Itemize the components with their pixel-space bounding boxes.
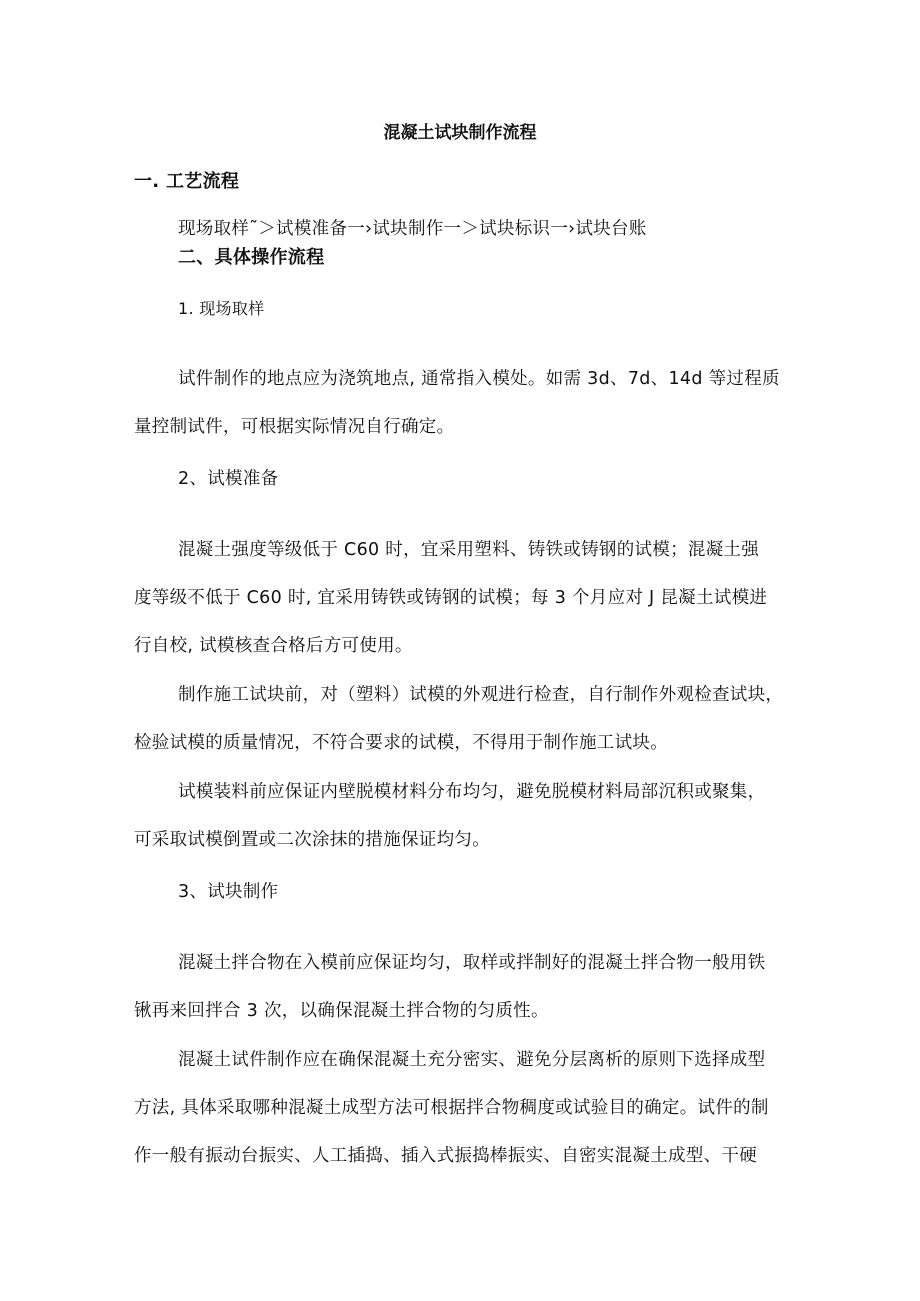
- section-heading-process: 一. 工艺流程: [134, 171, 240, 192]
- paragraph-line: 试模装料前应保证内壁脱模材料分布均匀，避免脱模材料局部沉积或聚集，: [178, 782, 766, 802]
- paragraph-line: 作一般有振动台振实、人工插捣、插入式振捣棒振实、自密实混凝土成型、干硬: [134, 1146, 757, 1166]
- paragraph-line: 行自校, 试模核查合格后方可使用。: [134, 636, 413, 656]
- paragraph-line: 方法, 具体采取哪种混凝土成型方法可根据拌合物稠度或试验目的确定。试件的制: [134, 1098, 769, 1118]
- paragraph-line: 检验试模的质量情况，不符合要求的试模，不得用于制作施工试块。: [134, 733, 668, 753]
- paragraph-line: 混凝土拌合物在入模前应保证均匀，取样或拌制好的混凝土拌合物一般用铁: [178, 953, 766, 973]
- paragraph-line: 度等级不低于 C60 时, 宜采用铸铁或铸钢的试模；每 3 个月应对 J 昆凝土试模进: [134, 588, 768, 608]
- paragraph-line: 锹再来回拌合 3 次，以确保混凝土拌合物的匀质性。: [134, 1001, 549, 1021]
- paragraph-line: 制作施工试块前，对（塑料）试模的外观进行检查，自行制作外观检查试块，: [178, 685, 784, 705]
- step-heading-mold-prep: 2、试模准备: [178, 469, 279, 489]
- paragraph-line: 可采取试模倒置或二次涂抹的措施保证均匀。: [134, 830, 490, 850]
- paragraph-line: 试件制作的地点应为浇筑地点, 通常指入模处。如需 3d、7d、14d 等过程质: [178, 369, 780, 389]
- step-heading-specimen-making: 3、试块制作: [178, 882, 279, 902]
- process-flow-text: 现场取样˜＞试模准备一›试块制作一＞试块标识一›试块台账: [178, 219, 647, 239]
- paragraph-line: 混凝土试件制作应在确保混凝土充分密实、避免分层离析的原则下选择成型: [178, 1050, 766, 1070]
- document-title: 混凝土试块制作流程: [383, 123, 537, 143]
- paragraph-line: 混凝土强度等级低于 C60 时，宜采用塑料、铸铁或铸钢的试模；混凝土强: [178, 540, 760, 560]
- paragraph-line: 量控制试件，可根据实际情况自行确定。: [134, 417, 455, 437]
- section-heading-operation: 二、具体操作流程: [178, 247, 325, 268]
- step-heading-sampling: 1. 现场取样: [178, 299, 265, 318]
